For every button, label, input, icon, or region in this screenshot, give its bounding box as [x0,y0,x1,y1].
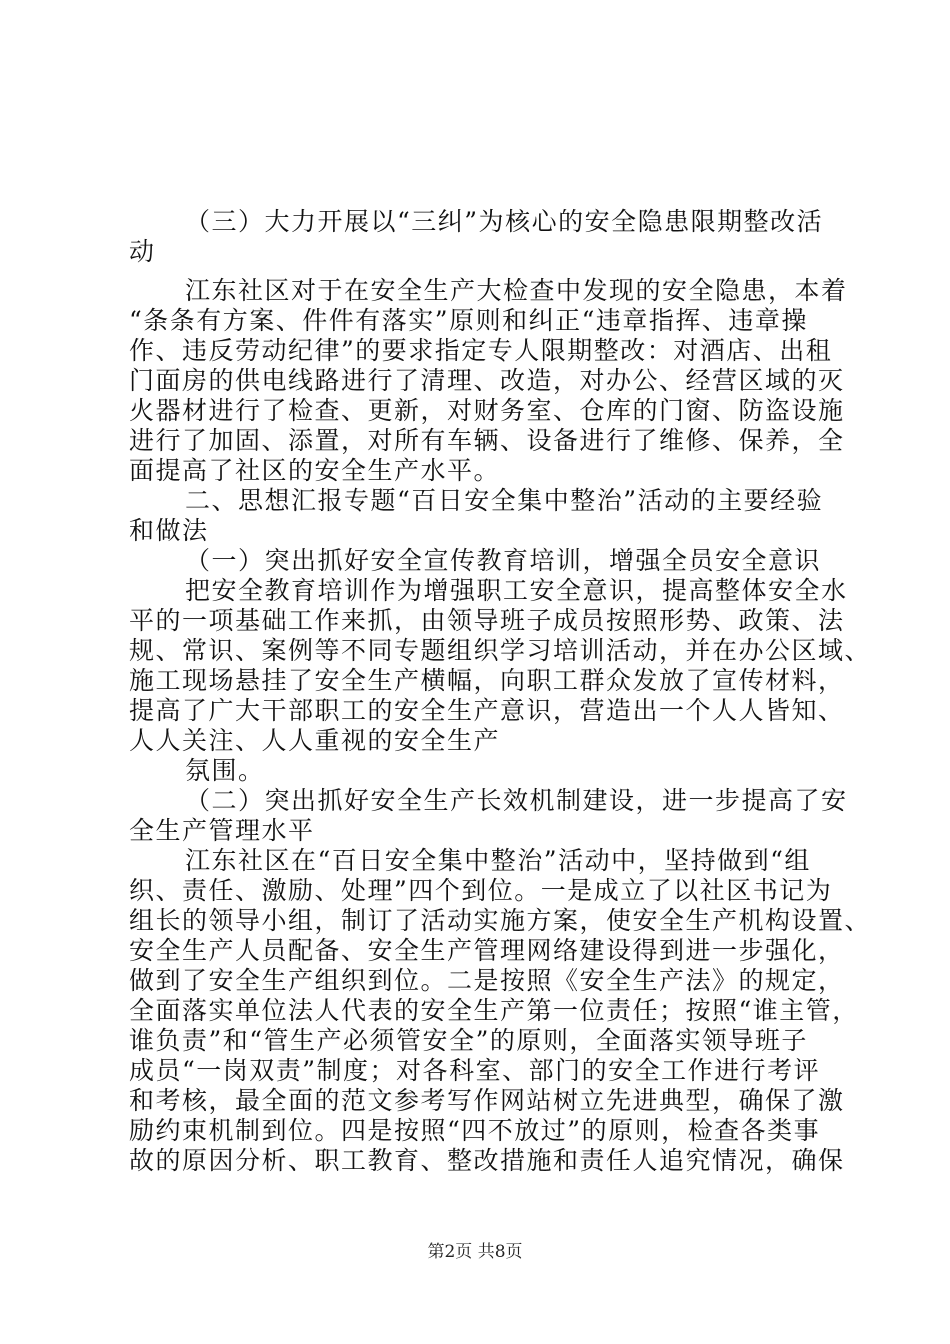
paragraph-line: 全面落实单位法人代表的安全生产第一位责任；按照“谁主管， [129,996,859,1025]
paragraph-line: 进行了加固、添置，对所有车辆、设备进行了维修、保养，全 [129,426,845,455]
paragraph-line: 励约束机制到位。四是按照“四不放过”的原则，检查各类事 [129,1116,821,1145]
paragraph-line: 规、常识、案例等不同专题组织学习培训活动，并在办公区域、 [129,636,872,665]
paragraph-line: 安全生产人员配备、安全生产管理网络建设得到进一步强化， [129,936,845,965]
heading-subsection-1: （一）突出抓好安全宣传教育培训，增强全员安全意识 [185,546,822,575]
heading-subsection-2-line-2: 全生产管理水平 [129,816,315,845]
heading-part-2-line-2: 和做法 [129,516,209,545]
paragraph-line: “条条有方案、件件有落实”原则和纠正“违章指挥、违章操 [129,306,808,335]
heading-part-2-line-1: 二、思想汇报专题“百日安全集中整治”活动的主要经验 [185,486,824,515]
paragraph-line: 把安全教育培训作为增强职工安全意识，提高整体安全水 [185,576,848,605]
paragraph-line: 谁负责”和“管生产必须管安全”的原则，全面落实领导班子 [129,1026,808,1055]
heading-section-3-line-2: 动 [129,237,156,266]
paragraph-line: 提高了广大干部职工的安全生产意识，营造出一个人人皆知、 [129,696,845,725]
paragraph-line: 氛围。 [185,756,265,785]
paragraph-line: 平的一项基础工作来抓，由领导班子成员按照形势、政策、法 [129,606,845,635]
paragraph-line: 火器材进行了检查、更新，对财务室、仓库的门窗、防盗设施 [129,396,845,425]
paragraph-line: 面提高了社区的安全生产水平。 [129,456,501,485]
paragraph-line: 施工现场悬挂了安全生产横幅，向职工群众发放了宣传材料， [129,666,845,695]
heading-subsection-2-line-1: （二）突出抓好安全生产长效机制建设，进一步提高了安 [185,786,848,815]
paragraph-line: 门面房的供电线路进行了清理、改造，对办公、经营区域的灭 [129,366,845,395]
paragraph-line: 作、违反劳动纪律”的要求指定专人限期整改：对酒店、出租 [129,336,833,365]
paragraph-line: 故的原因分析、职工教育、整改措施和责任人追究情况，确保 [129,1146,845,1175]
paragraph-line: 织、责任、激励、处理”四个到位。一是成立了以社区书记为 [129,876,833,905]
paragraph-line: 和考核，最全面的范文参考写作网站树立先进典型，确保了激 [129,1086,845,1115]
paragraph-line: 做到了安全生产组织到位。二是按照《安全生产法》的规定， [129,966,845,995]
heading-section-3-line-1: （三）大力开展以“三纠”为核心的安全隐患限期整改活 [185,207,824,236]
paragraph-line: 江东社区对于在安全生产大检查中发现的安全隐患，本着 [185,276,848,305]
paragraph-line: 人人关注、人人重视的安全生产 [129,726,501,755]
page-footer: 第2页 共8页 [427,1242,523,1262]
paragraph-line: 成员“一岗双责”制度；对各科室、部门的安全工作进行考评 [129,1056,821,1085]
paragraph-line: 江东社区在“百日安全集中整治”活动中，坚持做到“组 [185,846,811,875]
paragraph-line: 组长的领导小组，制订了活动实施方案，使安全生产机构设置、 [129,906,872,935]
